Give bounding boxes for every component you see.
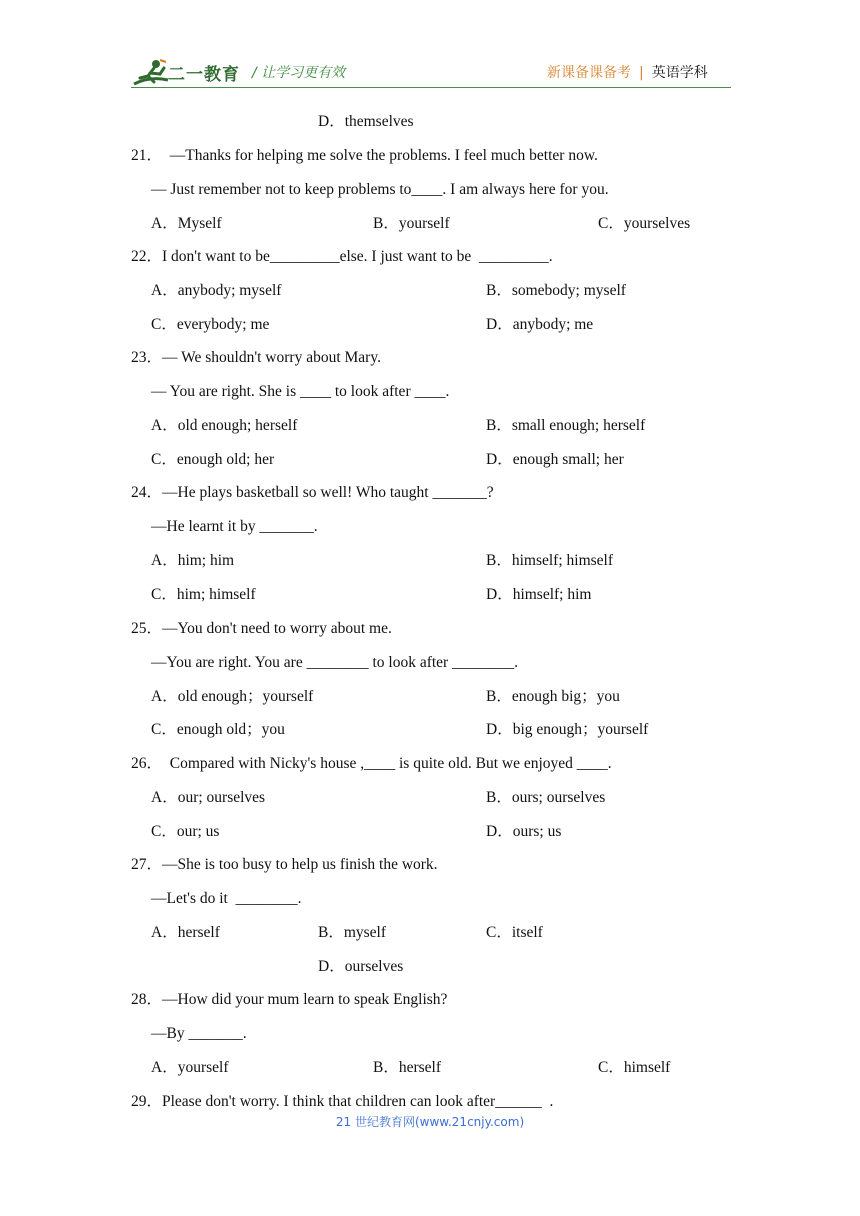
q25-option-a: A．old enough；yourself <box>151 688 314 705</box>
header-rule <box>131 87 731 88</box>
q26-option-c: C．our; us <box>151 823 220 840</box>
q26-option-d: D．ours; us <box>486 823 562 840</box>
question-27-reply: —Let's do it ________. <box>151 890 302 907</box>
q22-option-a: A．anybody; myself <box>151 282 282 299</box>
question-23-reply: — You are right. She is ____ to look after ____. <box>151 383 450 400</box>
q24-option-c: C．him; himself <box>151 586 256 603</box>
question-22: 22．I don't want to be_________else. I just want to be _________. <box>131 248 553 265</box>
q23-option-b: B．small enough; herself <box>486 417 646 434</box>
question-28-reply: —By _______. <box>151 1025 247 1042</box>
header-course-label: 新课备课备考 <box>547 65 631 81</box>
header-subject <box>547 62 708 82</box>
page-footer: 21 世纪教育网(www.21cnjy.com) <box>335 1115 525 1129</box>
header-separator: | <box>639 65 644 81</box>
q25-option-b: B．enough big；you <box>486 688 620 705</box>
q28-option-a: A．yourself <box>151 1059 229 1076</box>
q22-option-b: B．somebody; myself <box>486 282 626 299</box>
q21-option-a: A．Myself <box>151 215 222 232</box>
slogan: / 让学习更有效 <box>252 65 346 81</box>
q24-option-d: D．himself; him <box>486 586 592 603</box>
logo-text: 二一教育 <box>168 65 240 85</box>
q28-option-c: C．himself <box>598 1059 671 1076</box>
q22-option-d: D．anybody; me <box>486 316 594 333</box>
question-24-reply: —He learnt it by _______. <box>151 518 318 535</box>
q23-option-d: D．enough small; her <box>486 451 624 468</box>
header-subject-label: 英语学科 <box>651 65 708 81</box>
question-27: 27．—She is too busy to help us finish the work. <box>131 856 438 873</box>
q27-option-d: D．ourselves <box>318 958 404 975</box>
q22-option-c: C．everybody; me <box>151 316 270 333</box>
q27-option-a: A．herself <box>151 924 220 941</box>
q21-option-b: B．yourself <box>373 215 450 232</box>
question-28: 28．—How did your mum learn to speak English? <box>131 991 448 1008</box>
page-header <box>0 0 860 100</box>
question-24: 24．—He plays basketball so well! Who taught _______? <box>131 484 494 501</box>
q25-option-c: C．enough old；you <box>151 721 285 738</box>
question-25-reply: —You are right. You are ________ to look after ________. <box>151 654 518 671</box>
q21-option-c: C．yourselves <box>598 215 691 232</box>
q24-option-a: A．him; him <box>151 552 235 569</box>
question-25: 25．—You don't need to worry about me. <box>131 620 392 637</box>
q25-option-d: D．big enough；yourself <box>486 721 649 738</box>
question-23: 23．— We shouldn't worry about Mary. <box>131 349 381 366</box>
question-21-reply: — Just remember not to keep problems to____. I am always here for you. <box>151 181 609 198</box>
question-21: 21． —Thanks for helping me solve the problems. I feel much better now. <box>131 147 598 164</box>
q23-option-a: A．old enough; herself <box>151 417 298 434</box>
option-d-themselves: D．themselves <box>318 113 414 130</box>
q27-option-c: C．itself <box>486 924 543 941</box>
q24-option-b: B．himself; himself <box>486 552 614 569</box>
q27-option-b: B．myself <box>318 924 387 941</box>
question-29: 29．Please don't worry. I think that children can look after______ . <box>131 1093 554 1110</box>
question-26: 26． Compared with Nicky's house ,____ is quite old. But we enjoyed ____. <box>131 755 612 772</box>
q26-option-a: A．our; ourselves <box>151 789 266 806</box>
q23-option-c: C．enough old; her <box>151 451 275 468</box>
q28-option-b: B．herself <box>373 1059 442 1076</box>
q26-option-b: B．ours; ourselves <box>486 789 606 806</box>
